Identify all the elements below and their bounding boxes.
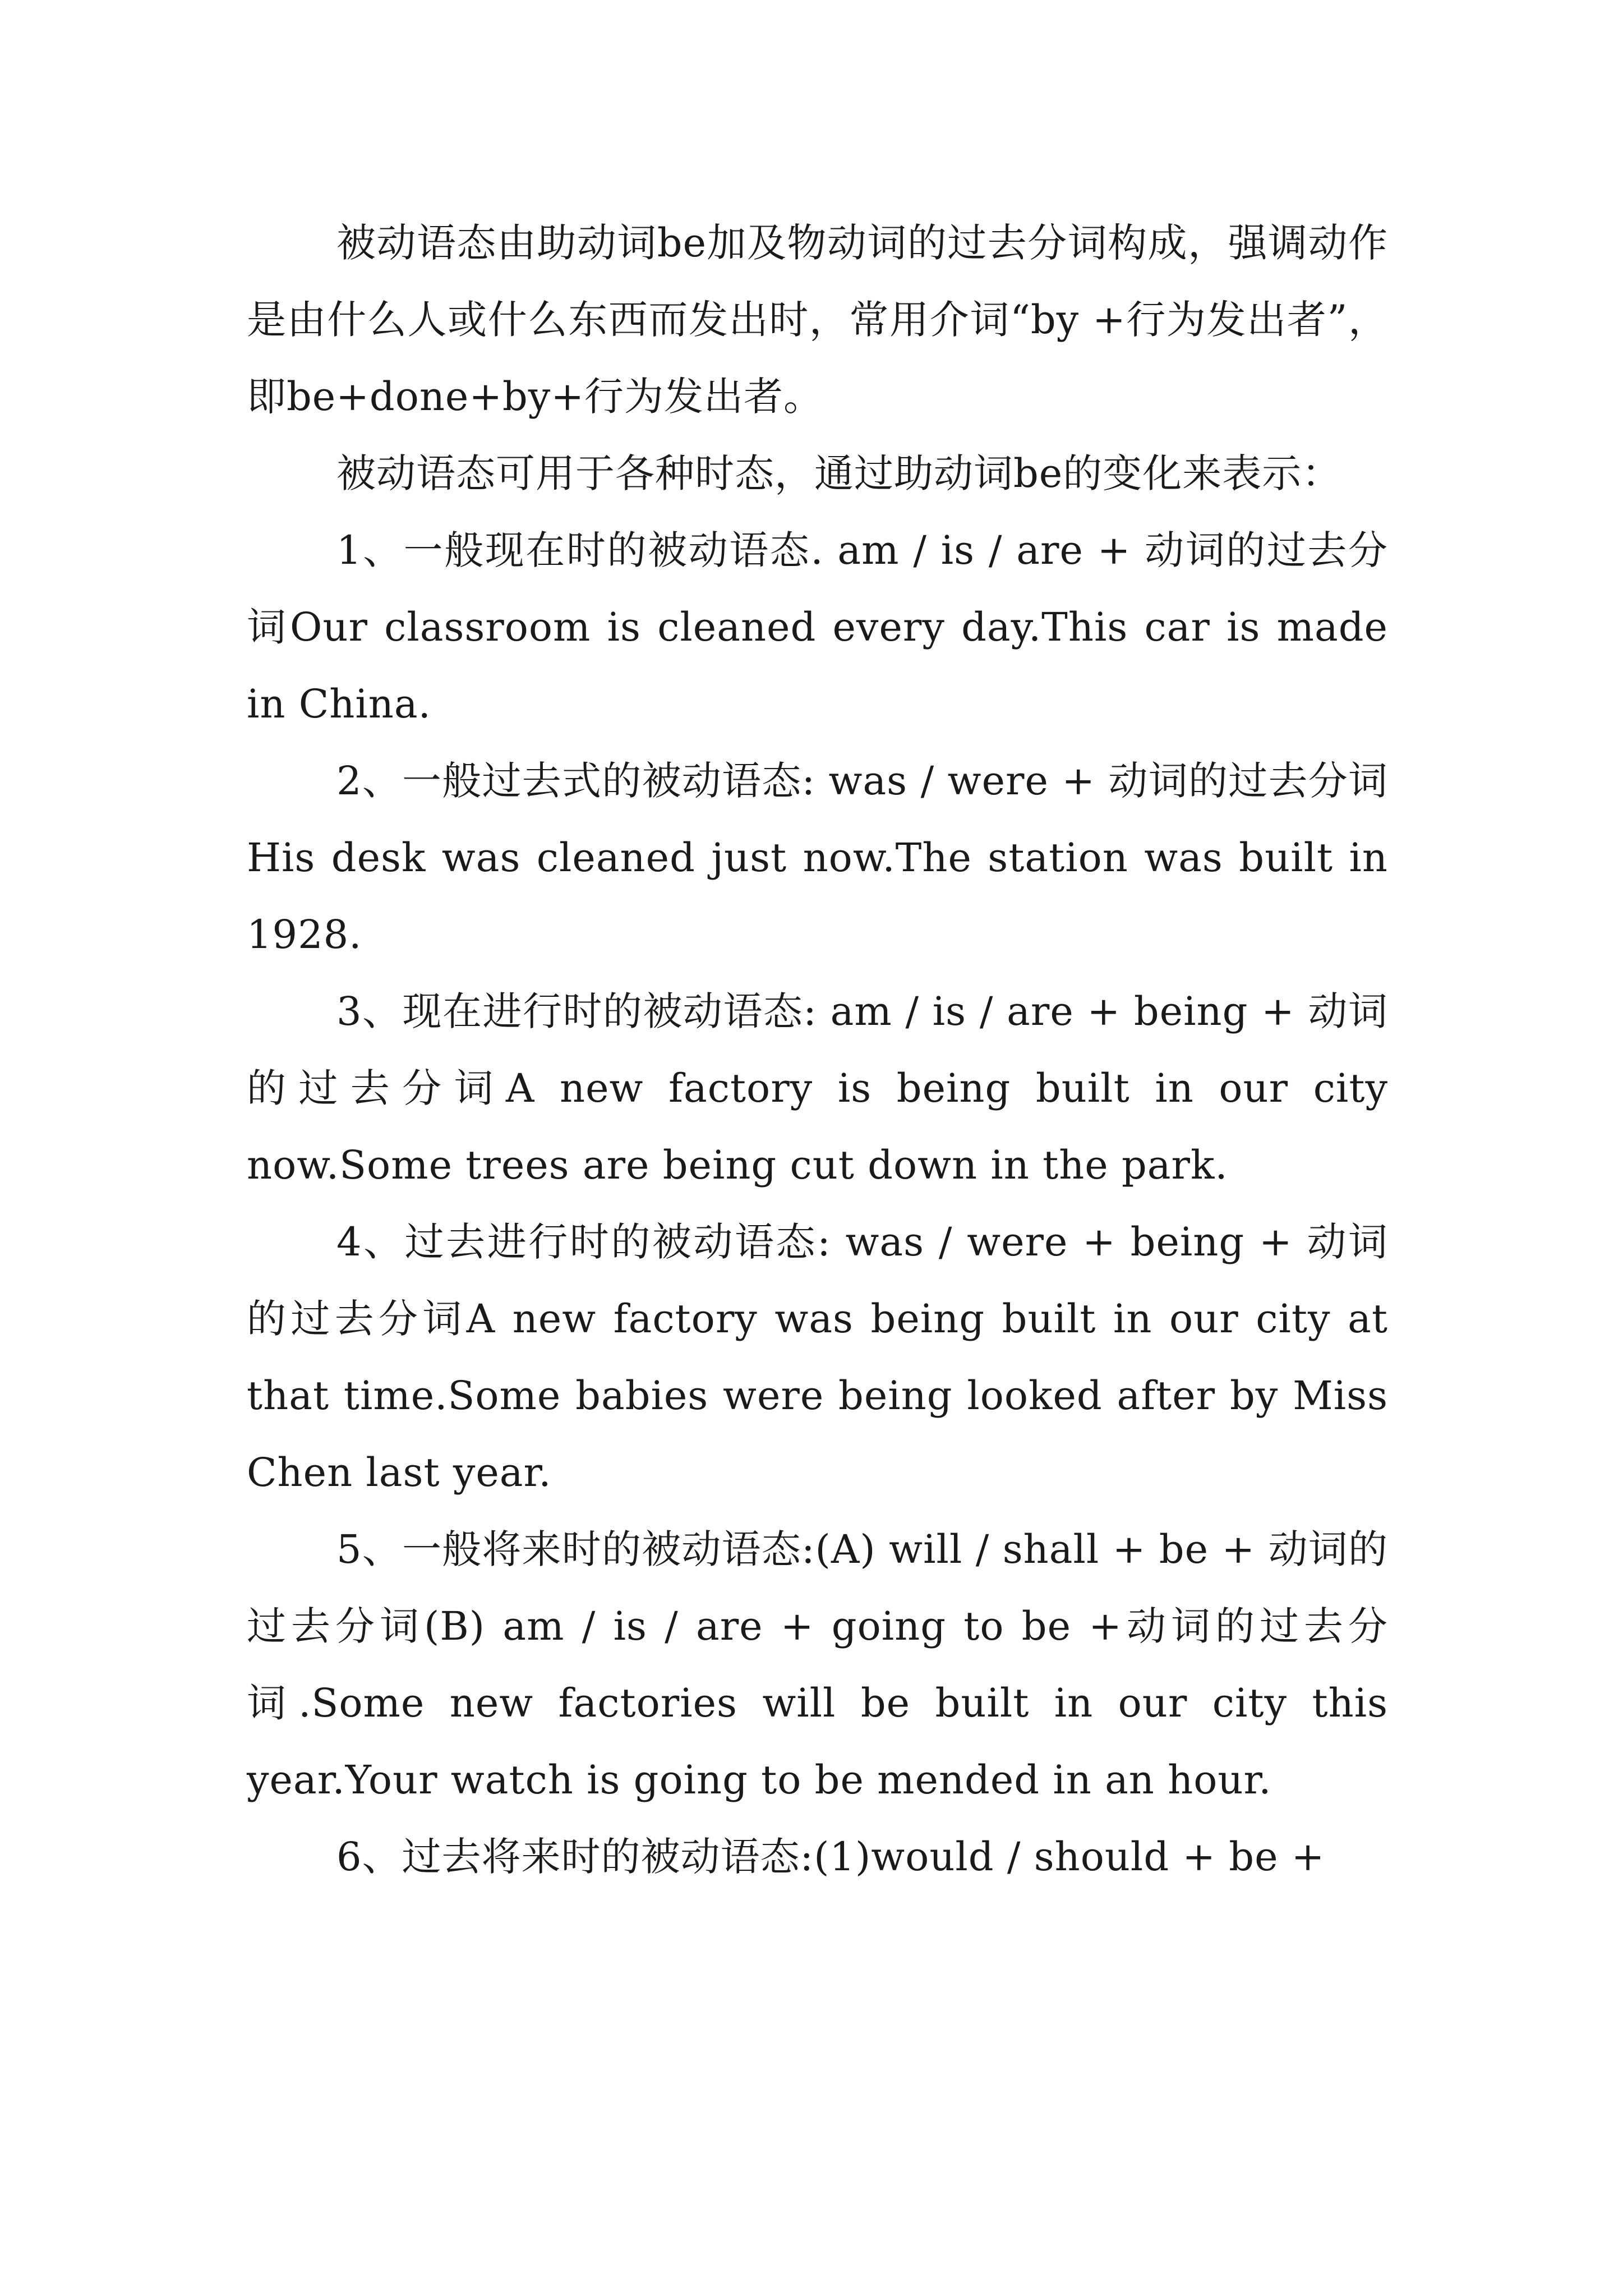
paragraph-passive-voice-definition: 被动语态由助动词be加及物动词的过去分词构成，强调动作是由什么人或什么东西而发出时，常用介词“by +行为发出者”，即be+done+by+行为发出者。 [247,220,1388,420]
paragraph-simple-future-passive: 5、一般将来时的被动语态:(A) will / shall + be + 动词的过去分词(B) am / is / are + going to be +动词的过去分词.Some new factories will be built in our city this year.Your watch is going to be mended in an hour. [247,1526,1389,1803]
paragraph-passive-voice-tenses-intro: 被动语态可用于各种时态，通过助动词be的变化来表示： [336,450,1342,496]
paragraph-future-in-past-passive: 6、过去将来时的被动语态:(1)would / should + be + [336,1834,1325,1880]
document-body [247,205,1388,1895]
paragraph-past-continuous-passive: 4、过去进行时的被动语态: was / were + being + 动词的过去分词A new factory was being built in our city at that time.Some babies were being looked after by Miss Chen last year. [247,1219,1388,1496]
paragraph-present-continuous-passive: 3、现在进行时的被动语态: am / is / are + being + 动词的过去分词A new factory is being built in our city now.Some trees are being cut down in the park. [247,988,1388,1188]
paragraph-simple-present-passive: 1、一般现在时的被动语态. am / is / are + 动词的过去分词Our classroom is cleaned every day.This car is made in China. [247,527,1388,727]
paragraph-simple-past-passive: 2、一般过去式的被动语态: was / were + 动词的过去分词His desk was cleaned just now.The station was built in 1928. [247,758,1388,958]
